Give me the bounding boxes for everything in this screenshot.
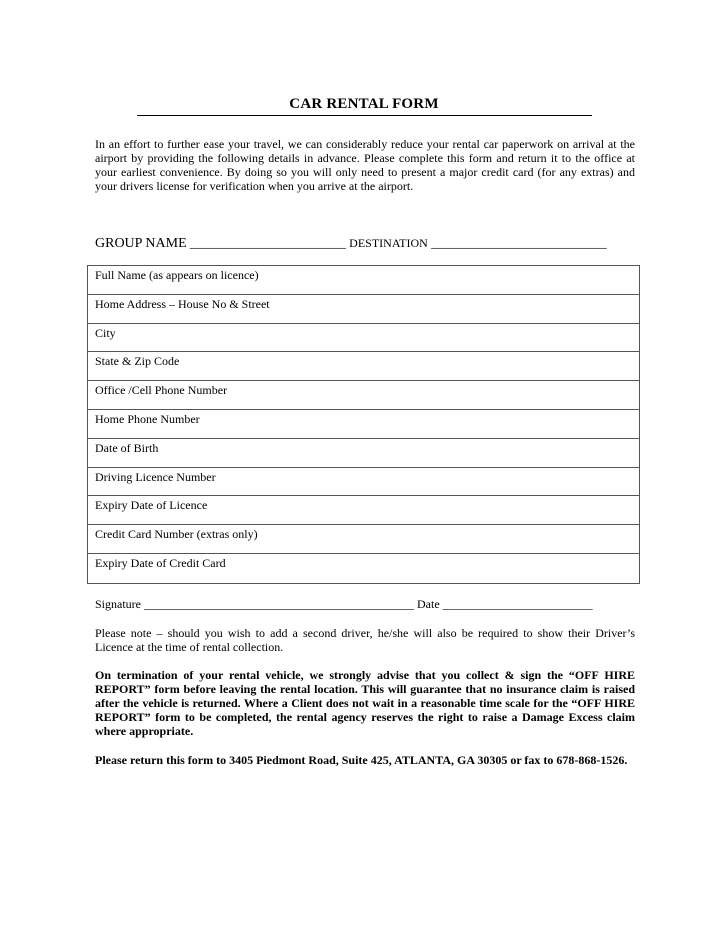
signature-date-line [95,597,640,612]
field-home-address[interactable]: Home Address – House No & Street [88,295,639,324]
field-full-name[interactable]: Full Name (as appears on licence) [88,266,639,295]
field-home-phone[interactable]: Home Phone Number [88,410,639,439]
signature-blank[interactable]: _____________________________________________ [144,597,414,611]
off-hire-report-notice: On termination of your rental vehicle, we strongly advise that you collect & sign the “OFF HIRE REPORT” form before leaving the rental location. This will guarantee that no insurance claim is raised after the vehicle is returned. Where a Client does not wait in a reasonable time scale for the “OFF HIRE REPORT” form to be completed, the rental agency reserves the right to raise a Damage Excess claim where appropriate. [95,668,635,738]
group-destination-line [95,235,640,252]
field-state-zip[interactable]: State & Zip Code [88,352,639,381]
field-driving-licence-number[interactable]: Driving Licence Number [88,468,639,497]
field-licence-expiry[interactable]: Expiry Date of Licence [88,496,639,525]
field-date-of-birth[interactable]: Date of Birth [88,439,639,468]
destination-blank[interactable]: ___________________________ [431,235,607,250]
field-credit-card-expiry[interactable]: Expiry Date of Credit Card [95,555,226,570]
group-name-label: GROUP NAME [95,236,187,251]
details-table [87,265,640,584]
field-office-cell-phone[interactable]: Office /Cell Phone Number [88,381,639,410]
destination-label: DESTINATION [349,236,428,250]
second-driver-note: Please note – should you wish to add a second driver, he/she will also be required to show their Driver’s Licence at the time of rental collection. [95,626,635,654]
intro-paragraph: In an effort to further ease your travel, we can considerably reduce your rental car paperwork on arrival at the airport by providing the following details in advance. Please complete this form and return it to the office at your earliest convenience. By doing so you will only need to present a major credit card (for any extras) and your drivers license for verification when you arrive at the airport. [95,137,635,193]
return-address-notice: Please return this form to 3405 Piedmont Road, Suite 425, ATLANTA, GA 30305 or fax to 678-868-1526. [95,753,628,767]
signature-label: Signature [95,597,141,611]
title-underline [137,115,592,116]
group-name-blank[interactable]: ________________________ [189,235,346,250]
field-credit-card-number[interactable]: Credit Card Number (extras only) [88,525,639,554]
page-title: CAR RENTAL FORM [289,96,439,112]
date-blank[interactable]: _________________________ [442,597,593,611]
field-city[interactable]: City [88,324,639,353]
date-label: Date [417,597,440,611]
